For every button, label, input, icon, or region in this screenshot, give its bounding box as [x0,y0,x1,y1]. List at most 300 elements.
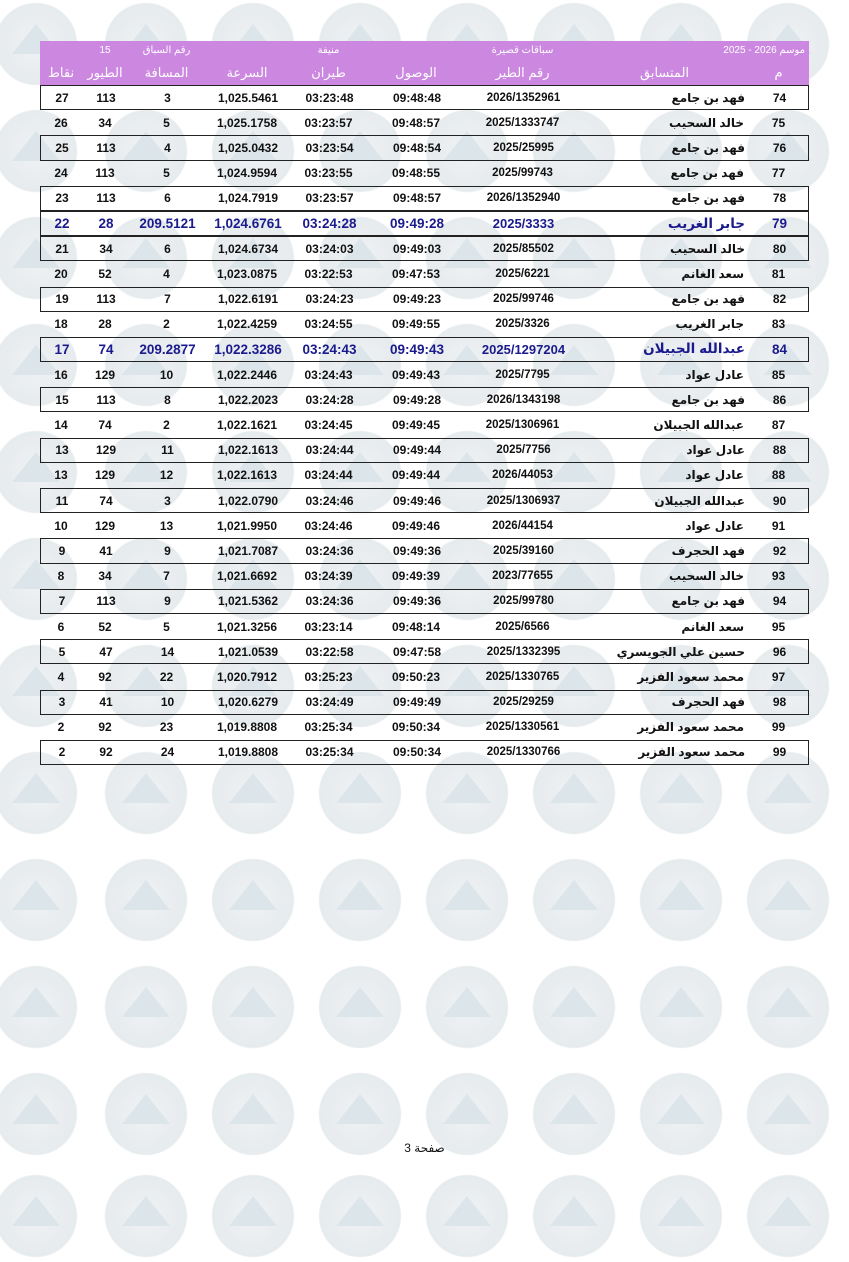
cell-points: 17 [54,341,70,357]
cell-arrival: 09:48:57 [391,115,441,130]
watermark-emblem [100,1170,192,1262]
watermark-emblem [421,854,513,946]
cell-birds: 113 [95,166,115,181]
cell-points: 8 [57,569,65,584]
cell-points: 21 [55,241,69,256]
table-row [40,135,809,160]
cell-arrival: 09:48:55 [391,166,441,181]
cell-flight: 03:24:43 [302,341,357,357]
watermark-emblem [100,854,192,946]
cell-speed: 1,021.3256 [216,619,278,634]
cell-ring: 2025/99746 [493,293,554,306]
cell-ring: 2025/6566 [495,620,550,633]
cell-distance: 6 [164,241,171,256]
cell-arrival: 09:49:28 [389,216,445,232]
cell-points: 4 [57,669,65,684]
cell-participant: فهد بن جامع [671,594,745,609]
cell-rank: 83 [771,317,786,332]
cell-birds: 113 [96,90,116,105]
cell-speed: 1,024.7919 [217,191,279,206]
cell-birds: 52 [98,266,112,281]
cell-flight: 03:24:49 [305,695,354,710]
cell-speed: 1,022.1613 [216,468,278,483]
cell-participant: محمد سعود الفزير [637,720,744,735]
watermark-emblem [0,854,82,946]
cell-flight: 03:24:45 [304,418,353,433]
cell-points: 7 [58,594,66,609]
header-race-type: سباقات قصيرة [491,45,554,56]
cell-distance: 5 [163,115,170,130]
cell-arrival: 09:47:53 [391,266,441,281]
watermark-emblem [528,1170,620,1262]
cell-distance: 3 [164,90,171,105]
cell-points: 3 [58,695,66,710]
table-row [40,664,809,689]
cell-rank: 88 [772,443,787,458]
cell-birds: 34 [99,241,113,256]
cell-distance: 2 [163,317,170,332]
cell-rank: 85 [771,367,786,382]
cell-birds: 129 [94,367,116,382]
cell-birds: 113 [96,594,116,609]
cell-speed: 1,021.9950 [216,518,278,533]
table-row [40,337,809,362]
cell-arrival: 09:49:36 [392,543,442,558]
cell-birds: 113 [96,191,116,206]
cell-distance: 13 [159,518,174,533]
cell-distance: 10 [159,367,174,382]
cell-ring: 2025/1297204 [481,341,566,357]
cell-birds: 74 [98,418,112,433]
col-points: نقاط [47,64,75,80]
cell-speed: 1,025.0432 [217,140,279,155]
col-birds: الطيور [87,64,123,80]
cell-rank: 95 [771,619,786,634]
cell-participant: فهد بن جامع [670,166,744,181]
header-location: منيفة [317,45,340,56]
cell-birds: 74 [99,493,113,508]
cell-rank: 82 [772,292,787,307]
cell-distance: 5 [163,619,170,634]
cell-participant: عبدالله الجبيلان [654,493,745,508]
cell-points: 15 [55,392,69,407]
cell-speed: 1,022.0790 [217,493,279,508]
cell-arrival: 09:49:43 [389,341,445,357]
cell-speed: 1,024.6761 [214,216,282,232]
col-participant: المتسابق [639,64,690,80]
cell-participant: محمد سعود الفزير [638,745,745,760]
cell-distance: 5 [163,166,170,181]
cell-participant: فهد الحجرف [671,695,745,710]
table-row [40,110,809,135]
cell-points: 11 [55,493,69,508]
table-row [40,614,809,639]
table-row [40,463,809,488]
cell-flight: 03:23:14 [304,619,353,634]
cell-participant: محمد سعود الفزير [637,669,744,684]
cell-birds: 74 [98,341,114,357]
cell-arrival: 09:49:49 [392,695,442,710]
cell-arrival: 09:49:55 [391,317,441,332]
cell-distance: 4 [163,266,170,281]
cell-flight: 03:24:46 [305,493,354,508]
cell-flight: 03:24:44 [305,443,354,458]
cell-birds: 47 [99,644,113,659]
cell-ring: 2025/99780 [493,595,554,608]
cell-birds: 41 [99,695,113,710]
header-race-label: رقم السباق [142,45,191,56]
cell-ring: 2026/44154 [492,519,553,532]
cell-ring: 2025/25995 [493,141,554,154]
cell-ring: 2025/1306961 [485,419,560,432]
cell-points: 2 [57,720,65,735]
cell-points: 22 [54,216,70,232]
cell-speed: 1,021.6692 [216,569,278,584]
page-number: صفحة 3 [404,1141,445,1155]
cell-arrival: 09:49:44 [391,468,441,483]
column-headers [40,60,809,85]
cell-points: 6 [57,619,65,634]
cell-distance: 8 [164,392,171,407]
watermark-emblem [207,854,299,946]
cell-arrival: 09:49:46 [392,493,442,508]
cell-speed: 1,022.2023 [217,392,279,407]
table-row [40,639,809,664]
cell-speed: 1,023.0875 [216,266,278,281]
cell-rank: 86 [772,392,787,407]
col-rank: م [774,64,783,80]
cell-participant: فهد الحجرف [671,543,745,558]
cell-ring: 2025/39160 [493,544,554,557]
cell-flight: 03:24:03 [305,241,354,256]
cell-distance: 2 [163,418,170,433]
cell-flight: 03:24:44 [304,468,353,483]
watermark-emblem [528,961,620,1053]
watermark-emblem [635,854,727,946]
cell-arrival: 09:49:03 [392,241,442,256]
cell-arrival: 09:50:34 [392,745,442,760]
cell-flight: 03:24:28 [305,392,354,407]
cell-distance: 23 [159,720,174,735]
cell-birds: 28 [98,216,114,232]
watermark-emblem [742,961,834,1053]
cell-speed: 1,022.2446 [216,367,278,382]
cell-speed: 1,019.8808 [216,720,278,735]
header-race-number: 15 [99,45,111,56]
watermark-emblem [207,1170,299,1262]
cell-distance: 14 [160,644,175,659]
cell-rank: 74 [772,90,787,105]
cell-ring: 2025/3326 [495,318,550,331]
cell-speed: 1,022.4259 [216,317,278,332]
cell-speed: 1,021.0539 [217,644,279,659]
col-speed: السرعة [226,64,268,80]
cell-distance: 4 [164,140,171,155]
cell-points: 19 [55,292,69,307]
cell-speed: 1,021.7087 [217,543,279,558]
cell-distance: 6 [164,191,171,206]
cell-rank: 96 [772,644,787,659]
watermark-emblem [742,1170,834,1262]
header-season: موسم 2026 - 2025 [723,45,805,56]
cell-birds: 129 [95,443,117,458]
table-row [40,438,809,463]
table-row [40,488,809,513]
cell-birds: 129 [94,468,116,483]
cell-distance: 9 [164,594,171,609]
cell-arrival: 09:48:57 [392,191,442,206]
table-row [40,161,809,186]
cell-participant: فهد بن جامع [671,140,745,155]
cell-distance: 209.5121 [139,216,196,232]
table-row [40,740,809,765]
cell-arrival: 09:48:54 [392,140,442,155]
cell-participant: عبدالله الجبيلان [643,341,745,357]
cell-speed: 1,025.1758 [216,115,278,130]
cell-rank: 91 [771,518,786,533]
cell-speed: 1,020.6279 [217,695,279,710]
cell-rank: 78 [772,191,787,206]
cell-points: 26 [54,115,68,130]
cell-birds: 129 [94,518,116,533]
cell-distance: 12 [159,468,174,483]
cell-participant: عادل عواد [685,468,744,483]
cell-speed: 1,021.5362 [217,594,279,609]
cell-arrival: 09:50:23 [391,669,441,684]
cell-speed: 1,020.7912 [216,669,278,684]
cell-points: 16 [54,367,68,382]
cell-rank: 99 [771,720,786,735]
cell-rank: 92 [772,543,787,558]
cell-ring: 2025/1330766 [486,746,561,759]
cell-flight: 03:24:55 [304,317,353,332]
cell-birds: 113 [96,392,116,407]
cell-distance: 22 [159,669,174,684]
cell-arrival: 09:49:44 [392,443,442,458]
cell-points: 24 [54,166,68,181]
col-flight: طيران [311,64,346,80]
cell-ring: 2025/7795 [495,368,550,381]
cell-birds: 113 [96,292,116,307]
cell-points: 5 [58,644,66,659]
cell-birds: 34 [98,569,112,584]
col-arrival: الوصول [395,64,437,80]
cell-birds: 92 [99,745,113,760]
col-ring: رقم الطير [495,64,550,80]
cell-speed: 1,022.1621 [216,418,278,433]
cell-rank: 77 [771,166,786,181]
cell-speed: 1,019.8808 [217,745,279,760]
cell-flight: 03:24:46 [304,518,353,533]
cell-participant: جابر الغريب [675,317,744,332]
cell-birds: 34 [98,115,112,130]
cell-distance: 7 [163,569,170,584]
watermark-emblem [0,1170,82,1262]
table-row [40,564,809,589]
cell-flight: 03:24:39 [304,569,353,584]
cell-flight: 03:24:23 [305,292,354,307]
cell-birds: 92 [98,720,112,735]
results-table-body [40,85,809,765]
cell-distance: 3 [164,493,171,508]
cell-ring: 2025/85502 [493,242,554,255]
cell-arrival: 09:49:39 [391,569,441,584]
cell-birds: 92 [98,669,112,684]
cell-flight: 03:23:57 [304,115,353,130]
table-row [40,312,809,337]
table-row [40,211,809,236]
cell-flight: 03:25:34 [304,720,353,735]
cell-participant: عادل عواد [685,518,744,533]
cell-arrival: 09:49:45 [391,418,441,433]
cell-birds: 113 [96,140,116,155]
cell-arrival: 09:49:28 [392,392,442,407]
cell-participant: خالد السحيب [669,241,745,256]
cell-participant: عبدالله الجبيلان [653,418,744,433]
header-info-row [40,41,809,60]
cell-rank: 90 [772,493,787,508]
cell-distance: 209.2877 [139,341,196,357]
cell-birds: 52 [98,619,112,634]
cell-arrival: 09:50:34 [391,720,441,735]
watermark-emblem [314,854,406,946]
cell-speed: 1,022.3286 [214,341,282,357]
cell-ring: 2026/1352940 [486,192,561,205]
cell-points: 27 [55,90,69,105]
cell-arrival: 09:47:58 [392,644,442,659]
table-row [40,715,809,740]
cell-speed: 1,022.6191 [217,292,279,307]
cell-distance: 7 [164,292,171,307]
cell-participant: عادل عواد [686,443,745,458]
cell-participant: فهد بن جامع [671,191,745,206]
cell-rank: 87 [771,418,786,433]
watermark-emblem [207,961,299,1053]
cell-points: 18 [54,317,68,332]
cell-birds: 41 [99,543,113,558]
cell-arrival: 09:49:43 [391,367,441,382]
watermark-emblem [0,961,82,1053]
table-row [40,690,809,715]
cell-flight: 03:23:54 [305,140,354,155]
watermark-emblem [421,1170,513,1262]
cell-rank: 93 [771,569,786,584]
cell-distance: 24 [160,745,175,760]
watermark-emblem [635,961,727,1053]
table-row [40,261,809,286]
cell-ring: 2023/77655 [492,570,553,583]
results-sheet [40,41,809,765]
cell-flight: 03:24:28 [302,216,357,232]
cell-ring: 2025/6221 [495,267,550,280]
cell-arrival: 09:49:46 [391,518,441,533]
watermark-emblem [314,1170,406,1262]
cell-participant: فهد بن جامع [671,292,745,307]
cell-speed: 1,025.5461 [217,90,279,105]
cell-flight: 03:25:23 [304,669,353,684]
watermark-emblem [314,961,406,1053]
cell-rank: 79 [771,216,788,232]
cell-ring: 2026/1343198 [486,393,561,406]
cell-arrival: 09:49:23 [392,292,442,307]
cell-flight: 03:24:36 [305,543,354,558]
cell-arrival: 09:49:36 [392,594,442,609]
cell-ring: 2025/1330561 [485,721,560,734]
cell-ring: 2025/29259 [493,696,554,709]
cell-participant: جابر الغريب [667,215,745,231]
col-distance: المسافة [144,64,189,80]
cell-points: 9 [58,543,66,558]
cell-participant: عادل عواد [685,367,744,382]
cell-flight: 03:23:57 [305,191,354,206]
cell-flight: 03:23:55 [304,166,353,181]
table-row [40,186,809,211]
cell-points: 14 [54,418,68,433]
cell-arrival: 09:48:14 [391,619,441,634]
table-row [40,362,809,387]
cell-participant: سعد الغانم [681,266,744,281]
table-row [40,538,809,563]
watermark-emblem [421,961,513,1053]
cell-rank: 88 [771,468,786,483]
table-row [40,387,809,412]
cell-distance: 9 [164,543,171,558]
cell-points: 13 [55,443,69,458]
cell-ring: 2026/44053 [492,469,553,482]
cell-flight: 03:24:43 [304,367,353,382]
cell-rank: 75 [771,115,786,130]
table-row [40,589,809,614]
cell-points: 13 [54,468,68,483]
cell-arrival: 09:48:48 [392,90,442,105]
cell-speed: 1,022.1613 [217,443,279,458]
cell-ring: 2025/7756 [496,444,551,457]
cell-speed: 1,024.6734 [217,241,279,256]
cell-rank: 98 [772,695,787,710]
cell-points: 2 [58,745,66,760]
cell-ring: 2026/1352961 [486,91,561,104]
cell-ring: 2025/1330765 [485,670,560,683]
cell-participant: فهد بن جامع [671,90,745,105]
cell-points: 20 [54,266,68,281]
cell-rank: 81 [771,266,786,281]
cell-ring: 2025/3333 [492,216,555,232]
watermark-emblem [100,961,192,1053]
cell-ring: 2025/1333747 [485,116,560,129]
table-row [40,85,809,110]
table-row [40,236,809,261]
cell-rank: 80 [772,241,787,256]
cell-points: 10 [54,518,68,533]
cell-participant: فهد بن جامع [671,392,745,407]
cell-points: 23 [55,191,69,206]
cell-flight: 03:22:58 [305,644,354,659]
cell-rank: 97 [771,669,786,684]
cell-birds: 28 [98,317,112,332]
cell-participant: خالد السحيب [668,115,744,130]
cell-flight: 03:23:48 [305,90,354,105]
table-row [40,287,809,312]
cell-distance: 10 [160,695,175,710]
cell-distance: 11 [161,443,174,458]
cell-rank: 94 [772,594,787,609]
cell-participant: حسين علي الجويسري [616,644,745,659]
cell-flight: 03:22:53 [304,266,353,281]
cell-rank: 76 [772,140,787,155]
cell-rank: 99 [772,745,787,760]
watermark-emblem [635,1170,727,1262]
cell-points: 25 [55,140,69,155]
